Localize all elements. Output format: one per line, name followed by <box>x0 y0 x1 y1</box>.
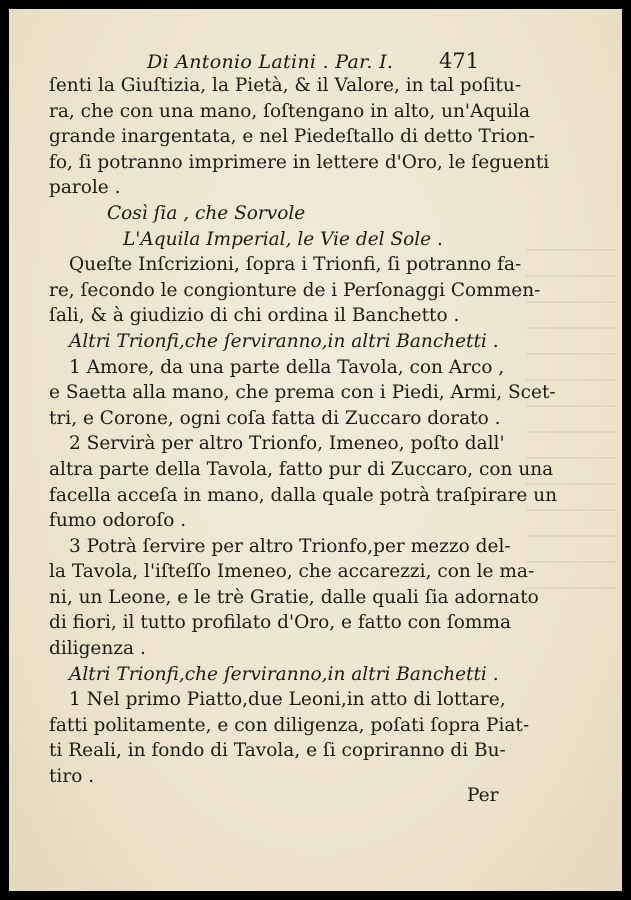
text-line: diligenza . <box>49 638 146 660</box>
text-line: fatti politamente, e con diligenza, poſati ſopra Piat- <box>49 714 530 736</box>
text-line: tri, e Corone, ogni coſa fatta di Zuccaro dorato . <box>49 407 501 429</box>
text-line: ſenti la Giuſtizia, la Pietà, & il Valore, in tal poſitu- <box>49 75 522 96</box>
section-heading: Altri Trionfi,che ſerviranno,in altri Banchetti . <box>69 330 499 352</box>
text-line: 2 Servirà per altro Trionfo, Imeneo, poſto dall' <box>69 433 505 455</box>
text-line: ſali, & à giudizio di chi ordina il Banchetto . <box>49 305 460 327</box>
text-line: ni, un Leone, e le trè Gratie, dalle quali ſia adornato <box>49 586 539 608</box>
running-title: Di Antonio Latini . Par. I. <box>147 51 394 73</box>
text-line: ra, che con una mano, ſoſtengano in alto, un'Aquila <box>49 100 530 122</box>
text-line: Queſte Inſcrizioni, ſopra i Trionfi, ſi potranno fa- <box>69 254 522 276</box>
verse-line: L'Aquila Imperial, le Vie del Sole . <box>123 228 443 250</box>
text-line: e Saetta alla mano, che prema con i Piedi, Armi, Scet- <box>49 382 556 404</box>
text-line: ti Reali, in fondo di Tavola, e ſi copriranno di Bu- <box>49 740 506 762</box>
text-line: fo, ſi potranno imprimere in lettere d'Oro, le ſeguenti <box>49 151 550 173</box>
text-line: 1 Nel primo Piatto,due Leoni,in atto di lottare, <box>69 689 506 711</box>
body-text <box>49 73 585 790</box>
text-line: parole . <box>49 177 121 199</box>
book-page <box>9 9 622 891</box>
text-line: tiro . <box>49 766 95 788</box>
section-heading: Altri Trionfi,che ſerviranno,in altri Banchetti . <box>69 663 499 685</box>
text-line: di fiori, il tutto profilato d'Oro, e fatto con ſomma <box>49 612 511 634</box>
catchword: Per <box>467 785 499 806</box>
text-line: grande inargentata, e nel Piedeſtallo di detto Trion- <box>49 126 535 148</box>
text-line: la Tavola, l'iſteſſo Imeneo, che accarezzi, con le ma- <box>49 561 535 583</box>
text-line: altra parte della Tavola, fatto pur di Zuccaro, con una <box>49 458 554 480</box>
text-line: re, ſecondo le congionture de i Perſonaggi Commen- <box>49 279 541 301</box>
page-number: 471 <box>439 49 480 73</box>
text-line: 1 Amore, da una parte della Tavola, con Arco , <box>69 356 505 378</box>
text-line: fumo odoroſo . <box>49 510 187 532</box>
text-line: facella acceſa in mano, dalla quale potrà traſpirare un <box>49 484 558 506</box>
text-line: 3 Potrà ſervire per altro Trionfo,per mezzo del- <box>69 535 511 557</box>
verse-line: Così ſia , che Sorvole <box>107 202 306 224</box>
